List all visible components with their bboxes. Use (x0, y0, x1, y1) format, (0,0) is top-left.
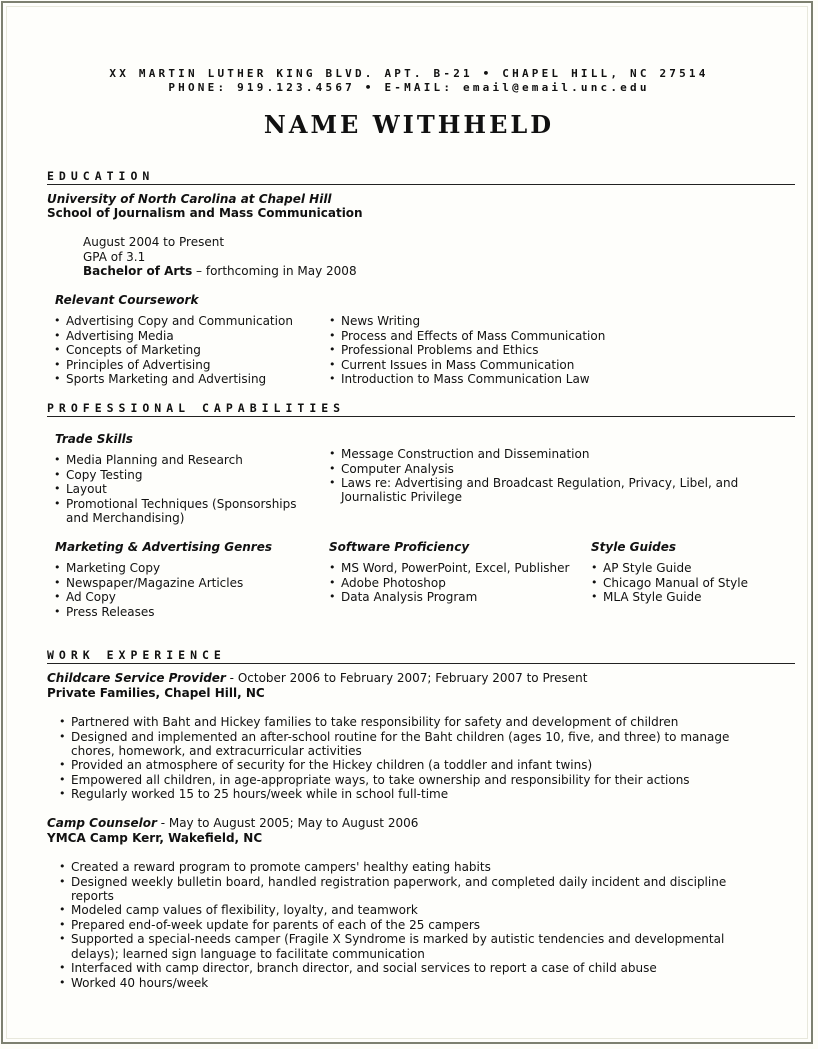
list-item: • Empowered all children, in age-appropriate ways, to take ownership and responsibility for their actions (59, 773, 690, 788)
job-role: Camp Counselor (47, 816, 157, 830)
candidate-name: NAME WITHHELD (263, 110, 555, 139)
list-item: • AP Style Guide (591, 561, 748, 576)
list-item: • Current Issues in Mass Communication (329, 358, 605, 373)
degree-name: Bachelor of Arts (83, 264, 193, 278)
coursework-list-right (329, 314, 605, 387)
list-item: • Copy Testing (54, 468, 297, 483)
list-item-continuation: reports (71, 889, 114, 903)
list-item: • News Writing (329, 314, 605, 329)
list-item: • MS Word, PowerPoint, Excel, Publisher (329, 561, 569, 576)
list-item: • Advertising Media (54, 329, 293, 344)
list-item: • Promotional Techniques (Sponsorships (54, 497, 297, 512)
list-item-continuation: delays); learned sign language to facilitate communication (71, 947, 425, 961)
job-bullets (59, 715, 729, 744)
list-item: • Prepared end-of-week update for parents of each of the 25 campers (59, 918, 724, 933)
list-item: • Professional Problems and Ethics (329, 343, 605, 358)
job-title-line (47, 816, 418, 831)
trade-skills-list-left (54, 453, 297, 511)
list-item: • Regularly worked 15 to 25 hours/week while in school full-time (59, 787, 690, 802)
trade-skills-list-right (329, 447, 738, 491)
list-item-continuation: and Merchandising) (66, 511, 185, 525)
list-item-continuation: Journalistic Privilege (341, 490, 462, 504)
job-employer: YMCA Camp Kerr, Wakefield, NC (47, 831, 263, 845)
school-name: School of Journalism and Mass Communication (47, 206, 363, 220)
university-name: University of North Carolina at Chapel Hill (47, 192, 332, 206)
job-bullets-cont (59, 903, 724, 947)
job-employer: Private Families, Chapel Hill, NC (47, 686, 265, 700)
coursework-list-left (54, 314, 293, 387)
list-item: • Partnered with Baht and Hickey families to take responsibility for safety and development of children (59, 715, 729, 730)
section-title-education: EDUCATION (47, 169, 795, 185)
job-dates: - October 2006 to February 2007; February 2007 to Present (225, 671, 588, 685)
list-item: • Introduction to Mass Communication Law (329, 372, 605, 387)
genres-list (54, 561, 243, 619)
list-item: • Concepts of Marketing (54, 343, 293, 358)
education-gpa: GPA of 3.1 (83, 250, 146, 264)
education-dates: August 2004 to Present (83, 235, 225, 249)
list-item: • Worked 40 hours/week (59, 976, 657, 991)
job-dates: - May to August 2005; May to August 2006 (156, 816, 419, 830)
job-role: Childcare Service Provider (47, 671, 226, 685)
list-item: • Chicago Manual of Style (591, 576, 748, 591)
list-item: • Laws re: Advertising and Broadcast Regulation, Privacy, Libel, and (329, 476, 738, 491)
contact-line: PHONE: 919.123.4567 • E-MAIL: email@email.unc.edu (168, 81, 650, 94)
list-item: • Interfaced with camp director, branch director, and social services to report a case of child abuse (59, 961, 657, 976)
list-item: • Data Analysis Program (329, 590, 569, 605)
list-item: • Provided an atmosphere of security for the Hickey children (a toddler and infant twins) (59, 758, 690, 773)
list-item: • Designed and implemented an after-school routine for the Baht children (ages 10, five, and three) to manage (59, 730, 729, 745)
list-item: • Layout (54, 482, 297, 497)
job-bullets (59, 860, 726, 889)
section-title-work: WORK EXPERIENCE (47, 648, 795, 664)
list-item: • Media Planning and Research (54, 453, 297, 468)
list-item: • Computer Analysis (329, 462, 738, 477)
list-item: • Message Construction and Dissemination (329, 447, 738, 462)
list-item: • Principles of Advertising (54, 358, 293, 373)
list-item: • MLA Style Guide (591, 590, 748, 605)
software-heading: Software Proficiency (329, 540, 470, 554)
list-item: • Ad Copy (54, 590, 243, 605)
list-item: • Modeled camp values of flexibility, loyalty, and teamwork (59, 903, 724, 918)
degree-note: – forthcoming in May 2008 (192, 264, 357, 278)
list-item-continuation: chores, homework, and extracurricular activities (71, 744, 362, 758)
education-degree (83, 264, 357, 279)
list-item: • Newspaper/Magazine Articles (54, 576, 243, 591)
section-title-capabilities: PROFESSIONAL CAPABILITIES (47, 401, 795, 417)
list-item: • Adobe Photoshop (329, 576, 569, 591)
coursework-heading: Relevant Coursework (55, 293, 199, 307)
list-item: • Designed weekly bulletin board, handled registration paperwork, and completed daily incident and discipline (59, 875, 726, 890)
style-guides-heading: Style Guides (591, 540, 677, 554)
list-item: • Sports Marketing and Advertising (54, 372, 293, 387)
list-item: • Press Releases (54, 605, 243, 620)
list-item: • Marketing Copy (54, 561, 243, 576)
style-guides-list (591, 561, 748, 605)
genres-heading: Marketing & Advertising Genres (55, 540, 272, 554)
list-item: • Advertising Copy and Communication (54, 314, 293, 329)
list-item: • Supported a special-needs camper (Fragile X Syndrome is marked by autistic tendencies and developmental (59, 932, 724, 947)
job-bullets-cont (59, 961, 657, 990)
list-item: • Process and Effects of Mass Communication (329, 329, 605, 344)
job-title-line (47, 671, 587, 686)
list-item: • Created a reward program to promote campers' healthy eating habits (59, 860, 726, 875)
trade-skills-heading: Trade Skills (55, 432, 133, 446)
address-line: XX MARTIN LUTHER KING BLVD. APT. B-21 • CHAPEL HILL, NC 27514 (109, 67, 709, 80)
job-bullets-cont (59, 758, 690, 802)
software-list (329, 561, 569, 605)
